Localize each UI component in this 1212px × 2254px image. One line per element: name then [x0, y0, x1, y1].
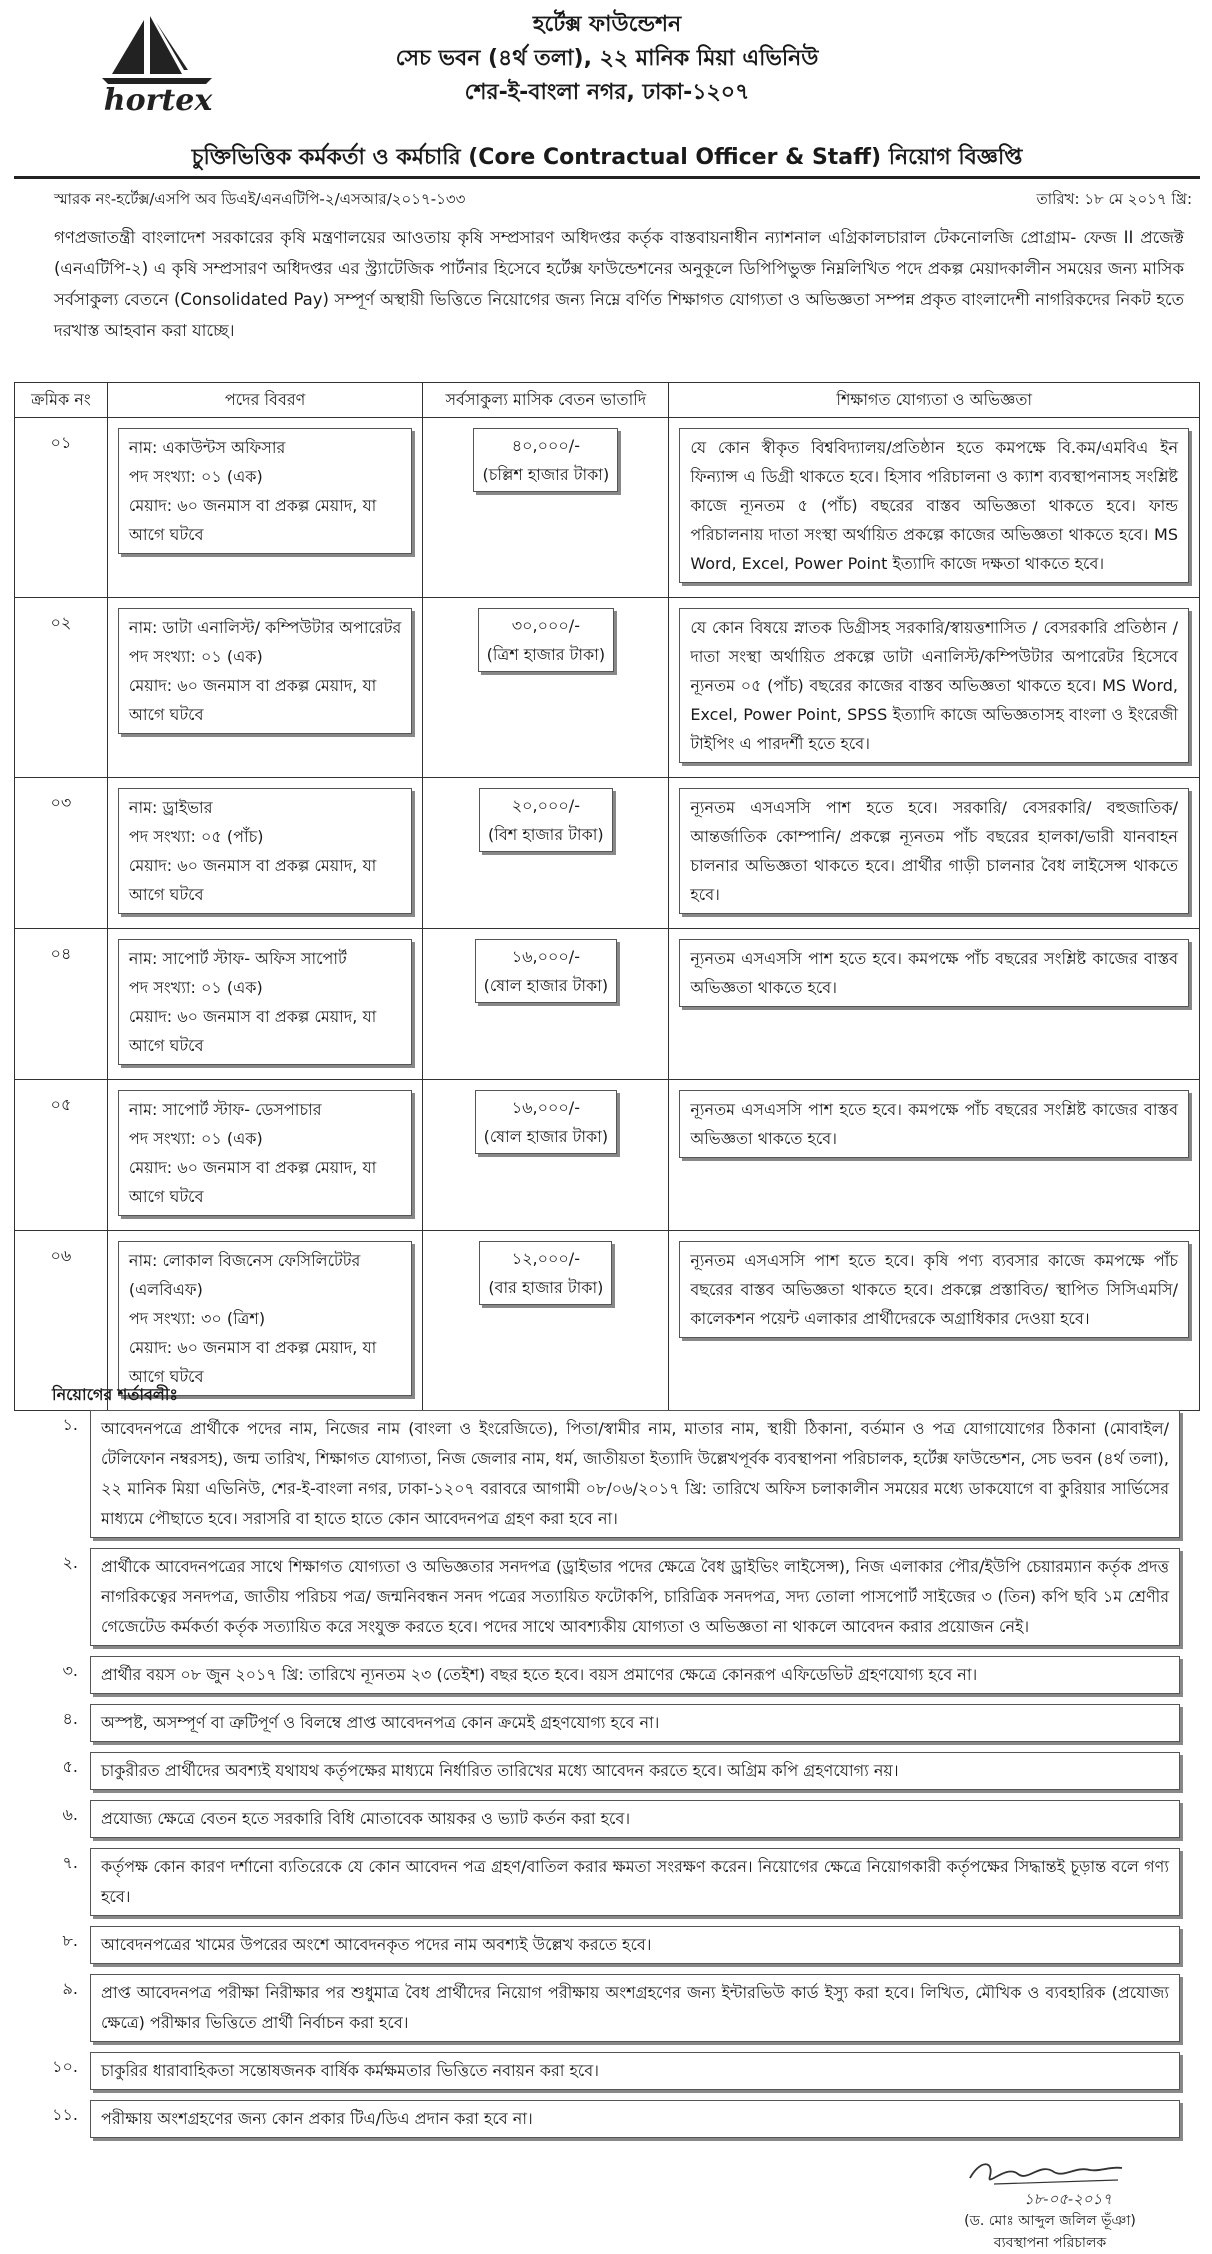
row-post-details: নাম: সাপোর্ট স্টাফ- ডেসপাচার পদ সংখ্যা: ০১ (এক) মেয়াদ: ৬০ জনমাস বা প্রকল্প মেয়াদ, যা আগে ঘটবে — [118, 1090, 412, 1216]
table-row — [15, 929, 1200, 1080]
condition-item — [14, 1800, 1200, 1838]
row-qualification: যে কোন বিষয়ে স্নাতক ডিগ্রীসহ সরকারি/স্বায়ত্তশাসিত / বেসরকারি প্রতিষ্ঠান / দাতা সংস্থা অর্থায়িত প্রকল্পে ডাটা এনালিস্ট/কম্পিউটার অপারেটর হিসেবে ন্যূনতম ০৫ (পাঁচ) বছরের কাজের বাস্তব অভিজ্ঞতা থাকতে হবে। MS Word, Excel, Power Point, SPSS ইত্যাদি কাজে অভিজ্ঞতাসহ বাংলা ও ইংরেজী টাইপিং এ পারদর্শী হতে হবে। — [679, 608, 1189, 763]
table-body — [15, 418, 1200, 1411]
row-post-cell — [107, 418, 422, 598]
row-serial: ০১ — [15, 418, 108, 598]
condition-number: ৯. — [62, 1979, 78, 1998]
condition-item — [14, 1548, 1200, 1646]
row-salary-amount: ১৬,০০০/- — [511, 1098, 580, 1117]
condition-text: প্রার্থীকে আবেদনপত্রের সাথে শিক্ষাগত যোগ্যতা ও অভিজ্ঞতার সনদপত্র (ড্রাইভার পদের ক্ষেত্রে বৈধ ড্রাইভিং লাইসেন্স), নিজ এলাকার পৌর/ইউপি চেয়ারম্যান কর্তৃক প্রদত্ত নাগরিকত্বের সনদপত্র, জাতীয় পরিচয় পত্র/ জন্মনিবন্ধন সনদ পত্রের সত্যায়িত ফটোকপি, চারিত্রিক সনদপত্র, সদ্য তোলা পাসপোর্ট সাইজের ৩ (তিন) কপি ছবি ১ম শ্রেণীর গেজেটেড কর্মকর্তা কর্তৃক সত্যায়িত করে সংযুক্ত করতে হবে। পদের সাথে আবশ্যকীয় যোগ্যতা ও অভিজ্ঞতা না থাকলে আবেদন করার প্রয়োজন নেই। — [90, 1548, 1180, 1646]
condition-item — [14, 1752, 1200, 1790]
row-post-details: নাম: লোকাল বিজনেস ফেসিলিটেটর (এলবিএফ) পদ সংখ্যা: ৩০ (ত্রিশ) মেয়াদ: ৬০ জনমাস বা প্রকল্প মেয়াদ, যা আগে ঘটবে — [118, 1241, 412, 1396]
condition-number: ৮. — [62, 1931, 78, 1950]
condition-text: প্রাপ্ত আবেদনপত্র পরীক্ষা নিরীক্ষার পর শুধুমাত্র বৈধ প্রার্থীদের নিয়োগ পরীক্ষায় অংশগ্রহণের জন্য ইন্টারভিউ কার্ড ইস্যু করা হবে। লিখিত, মৌখিক ও ব্যবহারিক (প্রযোজ্য ক্ষেত্রে) পরীক্ষার ভিত্তিতে প্রার্থী নির্বাচন করা হবে। — [90, 1974, 1180, 2042]
condition-item — [14, 1656, 1200, 1694]
table-row — [15, 1080, 1200, 1231]
notice-page — [14, 6, 1200, 2251]
row-salary-box — [473, 428, 618, 492]
row-salary-words: (চল্লিশ হাজার টাকা) — [482, 465, 610, 484]
row-qualification-cell — [669, 418, 1200, 598]
condition-text: চাকুরীরত প্রার্থীদের অবশ্যই যথাযথ কর্তৃপক্ষের মাধ্যমে নির্ধারিত তারিখের মধ্যে আবেদন করতে হবে। অগ্রিম কপি গ্রহণযোগ্য নয়। — [90, 1752, 1180, 1790]
condition-number: ১০. — [52, 2057, 78, 2076]
row-salary-cell — [423, 598, 669, 778]
row-salary-amount: ৩০,০০০/- — [511, 616, 580, 635]
condition-text: পরীক্ষায় অংশগ্রহণের জন্য কোন প্রকার টিএ/ডিএ প্রদান করা হবে না। — [90, 2100, 1180, 2138]
condition-item — [14, 1974, 1200, 2042]
letterhead — [14, 6, 1200, 124]
row-qualification: ন্যূনতম এসএসসি পাশ হতে হবে। কমপক্ষে পাঁচ বছরের সংশ্লিষ্ট কাজের বাস্তব অভিজ্ঞতা থাকতে হবে। — [679, 939, 1189, 1007]
condition-item — [14, 2052, 1200, 2090]
condition-item — [14, 1704, 1200, 1742]
condition-text: চাকুরির ধারাবাহিকতা সন্তোষজনক বার্ষিক কর্মক্ষমতার ভিত্তিতে নবায়ন করা হবে। — [90, 2052, 1180, 2090]
row-salary-words: (বার হাজার টাকা) — [488, 1278, 604, 1297]
row-post-cell — [107, 1080, 422, 1231]
memo-number: স্মারক নং-হর্টেক্স/এসপি অব ডিএই/এনএটিপি-২/এসআর/২০১৭-১৩৩ — [54, 190, 466, 208]
header-serial: ক্রমিক নং — [15, 383, 108, 418]
condition-text: প্রার্থীর বয়স ০৮ জুন ২০১৭ খ্রি: তারিখে ন্যূনতম ২৩ (তেইশ) বছর হতে হবে। বয়স প্রমাণের ক্ষেত্রে কোনরূপ এফিডেভিট গ্রহণযোগ্য হবে না। — [90, 1656, 1180, 1694]
org-name: হর্টেক্স ফাউন্ডেশন — [532, 12, 682, 37]
row-post-cell — [107, 778, 422, 929]
condition-number: ৬. — [62, 1805, 78, 1824]
row-post-details: নাম: ড্রাইভার পদ সংখ্যা: ০৫ (পাঁচ) মেয়াদ: ৬০ জনমাস বা প্রকল্প মেয়াদ, যা আগে ঘটবে — [118, 788, 412, 914]
org-address-line-1: সেচ ভবন (৪র্থ তলা), ২২ মানিক মিয়া এভিনিউ — [395, 46, 819, 71]
condition-text: আবেদনপত্রে প্রার্থীকে পদের নাম, নিজের নাম (বাংলা ও ইংরেজিতে), পিতা/স্বামীর নাম, মাতার নাম, স্থায়ী ঠিকানা, বর্তমান ও পত্র যোগাযোগের ঠিকানা (মোবাইল/টেলিফোন নম্বরসহ), জন্ম তারিখ, শিক্ষাগত যোগ্যতা, নিজ জেলার নাম, ধর্ম, জাতীয়তা ইত্যাদি উল্লেখপূর্বক ব্যবস্থাপনা পরিচালক, হর্টেক্স ফাউন্ডেশন, সেচ ভবন (৪র্থ তলা), ২২ মানিক মিয়া এভিনিউ, শের-ই-বাংলা নগর, ঢাকা-১২০৭ বরাবরে আগামী ০৮/০৬/২০১৭ খ্রি: তারিখে অফিস চলাকালীন সময়ের মধ্যে ডাকযোগে বা কুরিয়ার সার্ভিসের মাধ্যমে পৌছাতে হবে। সরাসরি বা হাতে হাতে কোন আবেদনপত্র গ্রহণ করা হবে না। — [90, 1410, 1180, 1538]
row-salary-words: (ত্রিশ হাজার টাকা) — [486, 645, 606, 664]
row-salary-amount: ১২,০০০/- — [511, 1249, 580, 1268]
row-serial: ০২ — [15, 598, 108, 778]
row-salary-cell — [423, 418, 669, 598]
row-salary-words: (বিশ হাজার টাকা) — [488, 825, 604, 844]
notice-intro: গণপ্রজাতন্ত্রী বাংলাদেশ সরকারের কৃষি মন্ত্রণালয়ের আওতায় কৃষি সম্প্রসারণ অধিদপ্তর কর্তৃক বাস্তবায়নাধীন ন্যাশনাল এগ্রিকালচারাল টেকনোলজি প্রোগ্রাম- ফেজ II প্রজেক্ট (এনএটিপি-২) এ কৃষি সম্প্রসারণ অধিদপ্তর এর স্ট্র্যাটেজিক পার্টনার হিসেবে হর্টেক্স ফাউন্ডেশনের অনুকূলে ডিপিপিভুক্ত নিম্নলিখিত পদে প্রকল্প মেয়াদকালীন সময়ের জন্য মাসিক সর্বসাকুল্য বেতনে (Consolidated Pay) সম্পূর্ণ অস্থায়ী ভিত্তিতে নিয়োগের জন্য নিম্নে বর্ণিত শিক্ষাগত যোগ্যতা ও অভিজ্ঞতা সম্পন্ন প্রকৃত বাংলাদেশী নাগরিকদের নিকট হতে দরখাস্ত আহবান করা যাচ্ছে। — [54, 228, 1184, 340]
header-qualification: শিক্ষাগত যোগ্যতা ও অভিজ্ঞতা — [669, 383, 1200, 418]
condition-number: ২. — [62, 1553, 78, 1572]
row-salary-box — [475, 939, 618, 1003]
row-salary-box — [475, 1090, 618, 1154]
table-row — [15, 1231, 1200, 1411]
signatory-designation: ব্যবস্থাপনা পরিচালক — [993, 2235, 1107, 2251]
row-salary-words: (ষোল হাজার টাকা) — [483, 976, 609, 995]
row-salary-amount: ৪০,০০০/- — [511, 436, 580, 455]
condition-number: ১১. — [52, 2105, 78, 2124]
condition-number: ১. — [62, 1415, 78, 1434]
row-qualification-cell — [669, 929, 1200, 1080]
conditions-list — [14, 1410, 1200, 2148]
hortex-logo — [84, 12, 234, 122]
condition-item — [14, 1848, 1200, 1916]
row-salary-cell — [423, 778, 669, 929]
row-salary-amount: ২০,০০০/- — [511, 796, 580, 815]
condition-number: ৫. — [62, 1757, 78, 1776]
condition-text: অস্পষ্ট, অসম্পূর্ণ বা ত্রুটিপূর্ণ ও বিলম্বে প্রাপ্ত আবেদনপত্র কোন ক্রমেই গ্রহণযোগ্য হবে না। — [90, 1704, 1180, 1742]
handwritten-signature — [950, 2154, 1150, 2210]
condition-item — [14, 1926, 1200, 1964]
title-underline — [14, 176, 1200, 179]
row-serial: ০৩ — [15, 778, 108, 929]
table-header-row — [15, 383, 1200, 418]
header-salary: সর্বসাকুল্য মাসিক বেতন ভাতাদি — [423, 383, 669, 418]
row-salary-amount: ১৬,০০০/- — [511, 947, 580, 966]
row-serial: ০৬ — [15, 1231, 108, 1411]
row-serial: ০৪ — [15, 929, 108, 1080]
table-row — [15, 418, 1200, 598]
logo-wordmark: hortex — [103, 83, 213, 118]
row-salary-cell — [423, 929, 669, 1080]
row-qualification: ন্যূনতম এসএসসি পাশ হতে হবে। সরকারি/ বেসরকারি/ বহুজাতিক/আন্তর্জাতিক কোম্পানি/ প্রকল্পে ন্যূনতম পাঁচ বছরের হালকা/ভারী যানবাহন চালনার অভিজ্ঞতা থাকতে হবে। প্রার্থীর গাড়ী চালনার বৈধ লাইসেন্স থাকতে হবে। — [679, 788, 1189, 914]
org-address-line-2: শের-ই-বাংলা নগর, ঢাকা-১২০৭ — [464, 80, 750, 105]
row-salary-box — [479, 788, 613, 852]
row-post-details: নাম: একাউন্টস অফিসার পদ সংখ্যা: ০১ (এক) মেয়াদ: ৬০ জনমাস বা প্রকল্প মেয়াদ, যা আগে ঘটবে — [118, 428, 412, 554]
row-post-cell — [107, 598, 422, 778]
condition-text: আবেদনপত্রের খামের উপরের অংশে আবেদনকৃত পদের নাম অবশ্যই উল্লেখ করতে হবে। — [90, 1926, 1180, 1964]
signature-block — [930, 2154, 1170, 2254]
row-post-cell — [107, 929, 422, 1080]
conditions-title: নিয়োগের শর্তাবলীঃ — [52, 1385, 178, 1404]
signature-date: ১৮-০৫-২০১৭ — [1023, 2190, 1113, 2208]
table-row — [15, 778, 1200, 929]
row-post-details: নাম: সাপোর্ট স্টাফ- অফিস সাপোর্ট পদ সংখ্যা: ০১ (এক) মেয়াদ: ৬০ জনমাস বা প্রকল্প মেয়াদ, যা আগে ঘটবে — [118, 939, 412, 1065]
condition-text: কর্তৃপক্ষ কোন কারণ দর্শানো ব্যতিরেকে যে কোন আবেদন পত্র গ্রহণ/বাতিল করার ক্ষমতা সংরক্ষণ করেন। নিয়োগের ক্ষেত্রে নিয়োগকারী কর্তৃপক্ষের সিদ্ধান্তই চূড়ান্ত বলে গণ্য হবে। — [90, 1848, 1180, 1916]
notice-date: তারিখ: ১৮ মে ২০১৭ খ্রি: — [1036, 190, 1192, 208]
row-post-details: নাম: ডাটা এনালিস্ট/ কম্পিউটার অপারেটর পদ সংখ্যা: ০১ (এক) মেয়াদ: ৬০ জনমাস বা প্রকল্প মেয়াদ, যা আগে ঘটবে — [118, 608, 412, 734]
row-salary-box — [479, 1241, 612, 1305]
row-qualification-cell — [669, 1231, 1200, 1411]
row-qualification: ন্যূনতম এসএসসি পাশ হতে হবে। কৃষি পণ্য ব্যবসার কাজে কমপক্ষে পাঁচ বছরের বাস্তব অভিজ্ঞতা থাকতে হবে। প্রকল্পে প্রস্তাবিত/ স্থাপিত সিসিএমসি/কালেকশন পয়েন্ট এলাকার প্রার্থীদেরকে অগ্রাধিকার দেওয়া হবে। — [679, 1241, 1189, 1338]
header-post: পদের বিবরণ — [107, 383, 422, 418]
table-row — [15, 598, 1200, 778]
row-qualification: যে কোন স্বীকৃত বিশ্ববিদ্যালয়/প্রতিষ্ঠান হতে কমপক্ষে বি.কম/এমবিএ ইন ফিন্যান্স এ ডিগ্রী থাকতে হবে। হিসাব পরিচালনা ও ক্যাশ ব্যবস্থাপনাসহ সংশ্লিষ্ট কাজে ন্যূনতম ৫ (পাঁচ) বছরের বাস্তব অভিজ্ঞতা থাকতে হবে। ফান্ড পরিচালনায় দাতা সংস্থা অর্থায়িত প্রকল্পে কাজের অভিজ্ঞতা থাকতে হবে। MS Word, Excel, Power Point ইত্যাদি কাজে দক্ষতা থাকতে হবে। — [679, 428, 1189, 583]
condition-text: প্রযোজ্য ক্ষেত্রে বেতন হতে সরকারি বিধি মোতাবেক আয়কর ও ভ্যাট কর্তন করা হবে। — [90, 1800, 1180, 1838]
row-qualification-cell — [669, 598, 1200, 778]
row-salary-cell — [423, 1231, 669, 1411]
row-qualification: ন্যূনতম এসএসসি পাশ হতে হবে। কমপক্ষে পাঁচ বছরের সংশ্লিষ্ট কাজের বাস্তব অভিজ্ঞতা থাকতে হবে। — [679, 1090, 1189, 1158]
condition-item — [14, 2100, 1200, 2138]
signatory-name: (ড. মোঃ আব্দুল জলিল ভূঁঞা) — [964, 2213, 1136, 2229]
row-qualification-cell — [669, 1080, 1200, 1231]
row-serial: ০৫ — [15, 1080, 108, 1231]
row-salary-cell — [423, 1080, 669, 1231]
condition-item — [14, 1410, 1200, 1538]
condition-number: ৭. — [62, 1853, 78, 1872]
condition-number: ৪. — [62, 1709, 78, 1728]
row-salary-box — [478, 608, 614, 672]
condition-number: ৩. — [62, 1661, 78, 1680]
row-salary-words: (ষোল হাজার টাকা) — [483, 1127, 609, 1146]
row-qualification-cell — [669, 778, 1200, 929]
job-table — [14, 382, 1200, 1411]
notice-title: চুক্তিভিত্তিক কর্মকর্তা ও কর্মচারি (Core Contractual Officer & Staff) নিয়োগ বিজ্ঞপ্তি — [191, 145, 1023, 170]
